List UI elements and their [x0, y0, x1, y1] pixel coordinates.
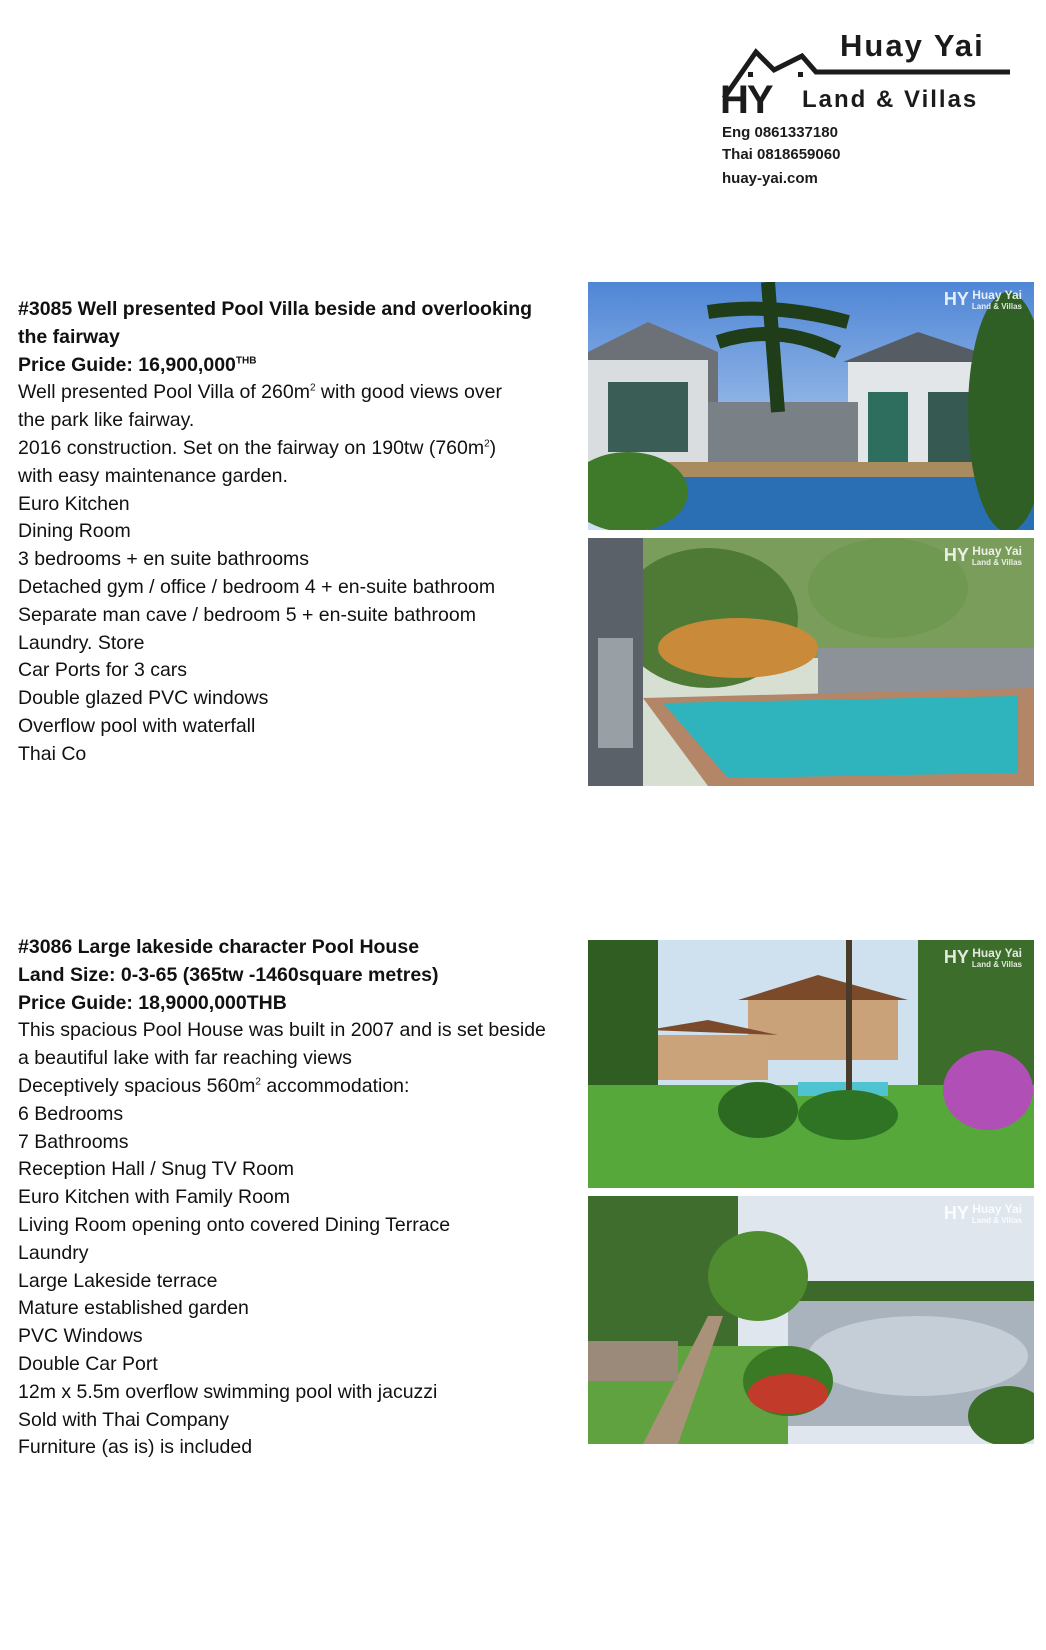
- price-guide: Price Guide: 18,9000,000THB: [18, 991, 287, 1014]
- website: huay-yai.com: [722, 170, 818, 187]
- feature-item: 6 Bedrooms: [18, 1102, 124, 1125]
- feature-item: 3 bedrooms + en suite bathrooms: [18, 548, 310, 571]
- feature-item: Overflow pool with waterfall: [18, 714, 256, 737]
- description-line: Well presented Pool Villa of $260m^2$ with good views over: [18, 381, 502, 404]
- photo-villa-pool: [588, 282, 1034, 530]
- description-line: Deceptively spacious $560m^2$ accommodation:: [18, 1074, 410, 1097]
- feature-item: Dining Room: [18, 520, 131, 543]
- watermark: HY Huay Yai Land & Villas: [943, 544, 1022, 567]
- feature-item: Double glazed PVC windows: [18, 687, 269, 710]
- feature-item: Living Room opening onto covered Dining Terrace: [18, 1213, 451, 1236]
- company-logo: [720, 28, 1020, 198]
- feature-item: Furniture (as is) is included: [18, 1436, 253, 1459]
- feature-item: Mature established garden: [18, 1297, 249, 1320]
- brand-title: Huay Yai: [840, 28, 985, 63]
- brand-subtitle: Land & Villas: [802, 86, 979, 113]
- watermark: HY Huay Yai Land & Villas: [943, 946, 1022, 969]
- phone-thai: Thai 0818659060: [722, 146, 841, 163]
- feature-item: Detached gym / office / bedroom 4 + en-suite bathroom: [18, 575, 496, 598]
- watermark: HY Huay Yai Land & Villas: [943, 288, 1022, 311]
- feature-item: Large Lakeside terrace: [18, 1269, 218, 1292]
- feature-item: Sold with Thai Company: [18, 1408, 229, 1431]
- description-line: This spacious Pool House was built in 2007 and is set beside: [18, 1019, 546, 1042]
- listing-title-cont: the fairway: [18, 325, 120, 348]
- listing-title: #3086 Large lakeside character Pool House: [18, 936, 420, 958]
- feature-item: Car Ports for 3 cars: [18, 659, 188, 682]
- description-line: the park like fairway.: [18, 409, 195, 432]
- feature-item: Laundry: [18, 1241, 89, 1264]
- photo-lakeside-path: [588, 1196, 1034, 1444]
- description-line: 2016 construction. Set on the fairway on 190tw $(760m^2)$: [18, 436, 497, 459]
- feature-item: Double Car Port: [18, 1352, 158, 1375]
- feature-item: 7 Bathrooms: [18, 1130, 129, 1153]
- feature-item: Separate man cave / bedroom 5 + en-suite bathroom: [18, 603, 476, 626]
- brand-mark: HY: [720, 78, 772, 122]
- description-line: a beautiful lake with far reaching views: [18, 1047, 352, 1070]
- feature-item: Euro Kitchen: [18, 492, 130, 515]
- phone-english: Eng 0861337180: [722, 124, 838, 141]
- feature-item: Euro Kitchen with Family Room: [18, 1186, 291, 1209]
- description-line: with easy maintenance garden.: [18, 464, 288, 487]
- land-size: Land Size: 0-3-65 (365tw -1460square metres): [18, 963, 439, 986]
- photo-house-garden: [588, 940, 1034, 1188]
- watermark: HY Huay Yai Land & Villas: [943, 1202, 1022, 1225]
- listing-3085: [18, 296, 578, 769]
- feature-item: PVC Windows: [18, 1325, 143, 1348]
- feature-item: 12m x 5.5m overflow swimming pool with jacuzzi: [18, 1380, 438, 1403]
- listing-3086: [18, 934, 578, 1462]
- price-guide: Price Guide: $16,900,000^{THB}$: [18, 353, 257, 376]
- feature-item: Reception Hall / Snug TV Room: [18, 1158, 295, 1181]
- feature-item: Laundry. Store: [18, 631, 145, 654]
- feature-item: Thai Co: [18, 742, 87, 765]
- listing-title: #3085 Well presented Pool Villa beside and overlooking: [18, 298, 533, 320]
- photo-pool-garden: [588, 538, 1034, 786]
